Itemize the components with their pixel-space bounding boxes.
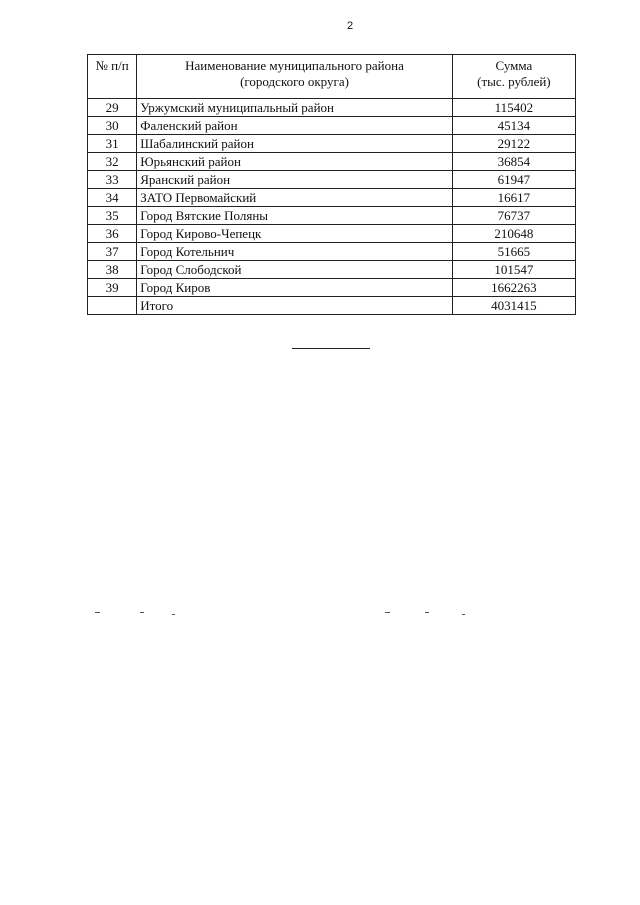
table-row — [88, 99, 576, 117]
table-row — [88, 225, 576, 243]
row-number: 30 — [88, 117, 137, 135]
row-number: 39 — [88, 279, 137, 297]
row-number: 29 — [88, 99, 137, 117]
row-sum: 76737 — [452, 207, 575, 225]
header-sum-line2: (тыс. рублей) — [477, 73, 551, 89]
row-sum: 115402 — [452, 99, 575, 117]
row-name: ЗАТО Первомайский — [137, 189, 453, 207]
row-sum: 101547 — [452, 261, 575, 279]
header-number — [88, 55, 137, 99]
table-row — [88, 153, 576, 171]
row-number: 35 — [88, 207, 137, 225]
table-row — [88, 117, 576, 135]
row-name: Уржумский муниципальный район — [137, 99, 453, 117]
row-sum: 51665 — [452, 243, 575, 261]
header-sum — [452, 55, 575, 99]
header-name-line1: Наименование муниципального района — [185, 58, 404, 73]
row-name: Фаленский район — [137, 117, 453, 135]
row-sum: 29122 — [452, 135, 575, 153]
header-name-line2: (городского округа) — [240, 73, 349, 89]
scan-speck — [140, 612, 144, 613]
row-number: 36 — [88, 225, 137, 243]
row-name: Город Слободской — [137, 261, 453, 279]
row-sum: 1662263 — [452, 279, 575, 297]
row-sum: 16617 — [452, 189, 575, 207]
row-sum: 61947 — [452, 171, 575, 189]
row-name: Шабалинский район — [137, 135, 453, 153]
scan-speck — [172, 614, 175, 615]
scan-speck — [462, 614, 465, 615]
row-number: 34 — [88, 189, 137, 207]
row-number: 32 — [88, 153, 137, 171]
budget-table — [87, 54, 576, 315]
header-number-label: № п/п — [95, 58, 129, 73]
row-number: 38 — [88, 261, 137, 279]
total-label: Итого — [137, 297, 453, 315]
end-of-document-rule — [292, 348, 370, 349]
row-number: 37 — [88, 243, 137, 261]
row-number: 33 — [88, 171, 137, 189]
row-name: Юрьянский район — [137, 153, 453, 171]
row-sum: 45134 — [452, 117, 575, 135]
row-name: Яранский район — [137, 171, 453, 189]
row-name: Город Вятские Поляны — [137, 207, 453, 225]
total-number — [88, 297, 137, 315]
table-row — [88, 207, 576, 225]
table-row — [88, 189, 576, 207]
table-row — [88, 243, 576, 261]
table-row — [88, 171, 576, 189]
row-name: Город Киров — [137, 279, 453, 297]
header-name — [137, 55, 453, 99]
row-name: Город Кирово-Чепецк — [137, 225, 453, 243]
row-sum: 36854 — [452, 153, 575, 171]
table-total-row — [88, 297, 576, 315]
table-row — [88, 135, 576, 153]
scan-speck — [385, 612, 390, 613]
scan-speck — [425, 612, 429, 613]
row-name: Город Котельнич — [137, 243, 453, 261]
table-row — [88, 261, 576, 279]
table-header-row — [88, 55, 576, 99]
total-sum: 4031415 — [452, 297, 575, 315]
row-sum: 210648 — [452, 225, 575, 243]
header-sum-line1: Сумма — [495, 58, 533, 73]
scan-speck — [95, 612, 100, 613]
page-number: 2 — [346, 20, 354, 32]
table-row — [88, 279, 576, 297]
row-number: 31 — [88, 135, 137, 153]
